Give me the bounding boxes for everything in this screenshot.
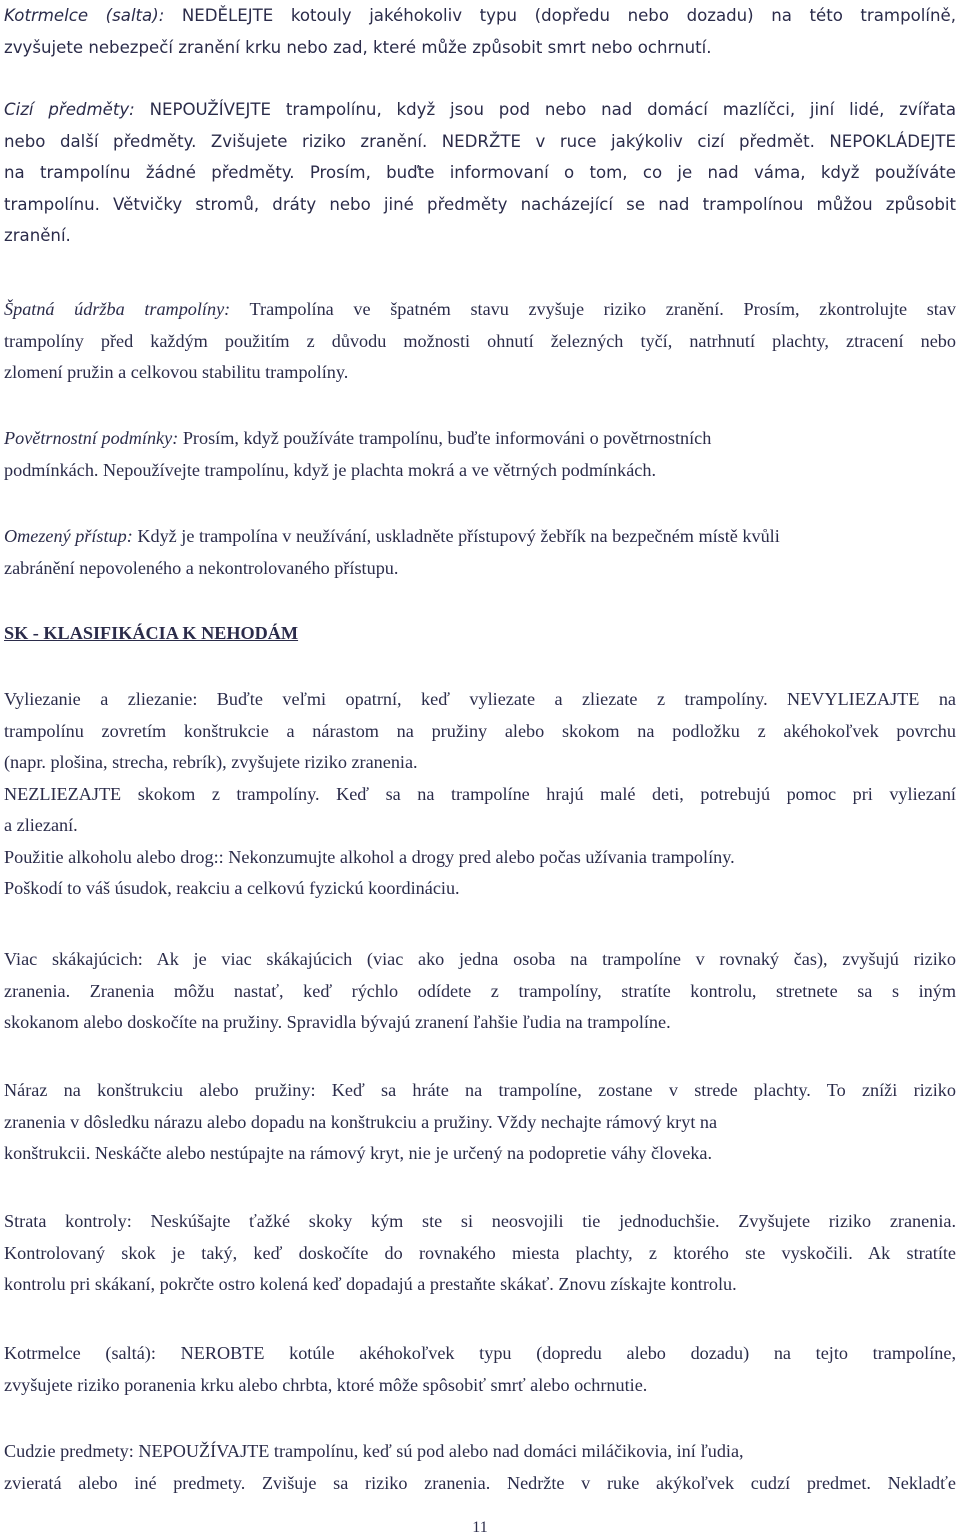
- text-line: Poškodí to váš úsudok, reakciu a celkovú fyzickú koordináciu.: [4, 878, 460, 898]
- text-line: zranění.: [4, 226, 71, 245]
- text-line: zvyšujete riziko poranenia krku alebo chrbta, ktoré môže spôsobiť smrť alebo ochrnutie.: [4, 1374, 648, 1395]
- sk-paragraph-foreign-objects: [4, 1436, 956, 1499]
- text-line: NEZLIEZAJTE skokom z trampolíny. Keď sa na trampolíne hrajú malé deti, potrebujú pomoc pri vyliezaní: [4, 783, 956, 804]
- text-line: (napr. plošina, strecha, rebrík), zvyšujete riziko zranenia.: [4, 752, 418, 772]
- text-line: zvyšujete nebezpečí zranění krku nebo zad, které může způsobit smrt nebo ochrnutí.: [4, 37, 712, 57]
- sk-paragraph-climbing: [4, 684, 956, 905]
- text-line: Cudzie predmety: NEPOUŽÍVAJTE trampolínu, keď sú pod alebo nad domáci miláčikovia, iní ľudia,: [4, 1441, 744, 1461]
- text-line: Když je trampolína v neužívání, uskladněte přístupový žebřík na bezpečném místě kvůli: [137, 526, 780, 546]
- text-line: zranenia. Zranenia môžu nastať, keď rýchlo odídete z trampolíny, stratíte kontrolu, stretnete sa s iným: [4, 980, 956, 1001]
- text-line: trampolínu. Větvičky stromů, dráty nebo jiné předměty nacházející se nad trampolínou můžou způsobit: [4, 194, 956, 214]
- text-line: Trampolína ve špatném stavu zvyšuje riziko zranění. Prosím, zkontrolujte stav: [249, 299, 957, 319]
- cz-lead-weather: Povětrnostní podmínky:: [4, 428, 179, 448]
- text-line: zabránění nepovoleného a nekontrolovaného přístupu.: [4, 557, 399, 578]
- text-line: trampolínu zovretím konštrukcie a nárastom na pružiny alebo skokom na podložku z akéhokoľvek povrchu: [4, 720, 956, 741]
- text-line: kontrolu pri skákaní, pokrčte ostro kolená keď dopadajú a prestaňte skákať. Znovu získajte kontrolu.: [4, 1274, 737, 1294]
- text-line: Strata kontroly: Neskúšajte ťažké skoky kým ste si neosvojili tie jednoduchšie. Zvyšujete riziko zranenia.: [4, 1211, 956, 1231]
- sk-paragraph-multiple-jumpers: [4, 944, 956, 1039]
- text-line: NEPOUŽÍVEJTE trampolínu, když jsou pod nebo nad domácí mazlíčci, jiní lidé, zvířata: [149, 100, 956, 119]
- text-line: na trampolínu žádné předměty. Prosím, buďte informovaní o tom, co je nad váma, když používáte: [4, 163, 956, 182]
- text-line: Kontrolovaný skok je taký, keď doskočíte do rovnakého miesta plachty, z ktorého ste vyskočili. Ak stratíte: [4, 1242, 956, 1263]
- text-line: Vyliezanie a zliezanie: Buďte veľmi opatrní, keď vyliezate a zliezate z trampolíny. NEVYLIEZAJTE na: [4, 689, 956, 709]
- text-line: trampolíny před každým použitím z důvodu možnosti ohnutí železných tyčí, natrhnutí plachty, ztracení nebo: [4, 330, 956, 351]
- text-line: a zliezaní.: [4, 815, 78, 835]
- page-number: 11: [472, 1519, 488, 1536]
- text-line: zranenia v dôsledku nárazu alebo dopadu na konštrukciu a pružiny. Vždy nechajte rámový kryt na: [4, 1111, 718, 1132]
- sk-paragraph-somersaults: [4, 1338, 956, 1401]
- cz-lead-foreign-objects: Cizí předměty:: [4, 100, 135, 119]
- text-line: Viac skákajúcich: Ak je viac skákajúcich (viac ako jedna osoba na trampolíne v rovnaký čas), zvyšujú riziko: [4, 949, 956, 969]
- text-line: konštrukcii. Neskáčte alebo nestúpajte na rámový kryt, nie je určený na podopretie váhy človeka.: [4, 1143, 713, 1163]
- text-line: zvieratá alebo iné predmety. Zvišuje sa riziko zranenia. Nedržte v ruke akýkoľvek cudzí predmet. Nekladťe: [4, 1472, 956, 1493]
- cz-lead-maintenance: Špatná údržba trampolíny:: [4, 299, 231, 319]
- text-line: Náraz na konštrukciu alebo pružiny: Keď sa hráte na trampolíne, zostane v strede plachty. To zníži riziko: [4, 1080, 956, 1100]
- text-line: NEDĚLEJTE kotouly jakéhokoliv typu (dopředu nebo dozadu) na této trampolíně,: [181, 6, 956, 25]
- sk-paragraph-loss-of-control: [4, 1206, 956, 1301]
- text-line: skokanom alebo doskočíte na pružiny. Spravidla bývajú zranení ľahšie ľudia na trampolíne.: [4, 1012, 671, 1032]
- cz-paragraph-somersaults: [4, 0, 956, 63]
- cz-paragraph-maintenance: [4, 294, 956, 389]
- section-heading: SK - KLASIFIKÁCIA K NEHODÁM: [4, 623, 299, 643]
- cz-lead-restricted-access: Omezený přístup:: [4, 526, 133, 546]
- cz-paragraph-weather: [4, 423, 956, 486]
- cz-lead-somersaults: Kotrmelce (salta):: [4, 6, 165, 25]
- text-line: Použitie alkoholu alebo drog:: Nekonzumujte alkohol a drogy pred alebo počas užívania trampolíny.: [4, 846, 735, 867]
- text-line: Kotrmelce (saltá): NEROBTE kotúle akéhokoľvek typu (dopredu alebo dozadu) na tejto trampolíne,: [4, 1343, 956, 1363]
- sk-paragraph-frame-impact: [4, 1075, 956, 1170]
- text-line: podmínkách. Nepoužívejte trampolínu, když je plachta mokrá a ve větrných podmínkách.: [4, 459, 657, 480]
- text-line: nebo další předměty. Zvišujete riziko zranění. NEDRŽTE v ruce jakýkoliv cizí předmět. NEPOKLÁDEJTE: [4, 131, 956, 151]
- cz-paragraph-foreign-objects: [4, 94, 956, 252]
- text-line: zlomení pružin a celkovou stabilitu trampolíny.: [4, 362, 349, 382]
- cz-paragraph-restricted-access: [4, 521, 956, 584]
- text-line: Prosím, když používáte trampolínu, buďte informováni o povětrnostních: [182, 428, 712, 448]
